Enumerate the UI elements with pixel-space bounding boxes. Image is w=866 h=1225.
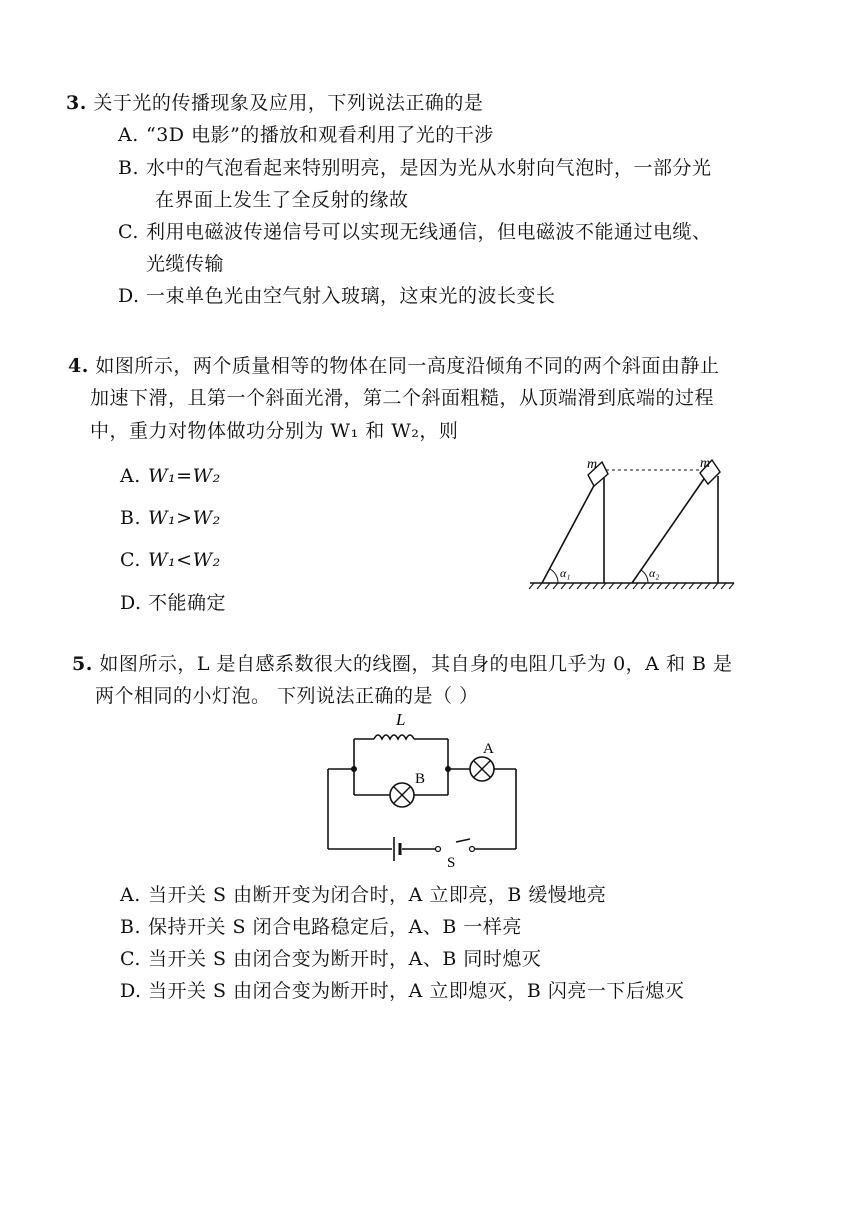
q3-option-c-text-1: 利用电磁波传递信号可以实现无线通信，但电磁波不能通过电缆、 — [146, 221, 712, 243]
q3-option-a-text: “3D 电影”的播放和观看利用了光的干涉 — [146, 124, 494, 146]
mass-1-label: m — [587, 457, 598, 472]
q4-option-a-letter: A. — [120, 465, 141, 487]
mass-2-label: m — [700, 456, 711, 471]
q5-circuit-figure — [318, 705, 528, 870]
switch-contact-left — [436, 847, 441, 852]
q4-option-d-letter: D. — [120, 592, 142, 614]
q5-option-c-text: 当开关 S 由闭合变为断开时，A、B 同时熄灭 — [148, 948, 542, 970]
q4-option-b-text: W₁>W₂ — [148, 507, 221, 529]
incline-2-slope — [632, 476, 706, 583]
q3-option-a-letter: A. — [118, 124, 139, 146]
q3-option-b-text-1: 水中的气泡看起来特别明亮，是因为光从水射向气泡时，一部分光 — [146, 157, 712, 179]
coil-inductor — [374, 735, 414, 739]
q5-number: 5. — [72, 653, 93, 675]
q5-option-b — [120, 914, 522, 940]
q5-stem-1: 如图所示，L 是自感系数很大的线圈，其自身的电阻几乎为 0，A 和 B 是 — [99, 653, 733, 675]
angle-2-label: α₂ — [649, 566, 660, 580]
q4-option-c-letter: C. — [120, 549, 141, 571]
lamp-b-label: B — [415, 771, 426, 787]
angle-1-arc — [550, 569, 558, 583]
q3-option-c — [118, 219, 712, 245]
q5-option-d — [120, 978, 684, 1004]
q3-option-b-letter: B. — [118, 157, 140, 179]
q4-stem-line-2: 加速下滑，且第一个斜面光滑，第二个斜面粗糙，从顶端滑到底端的过程 — [90, 387, 715, 409]
switch-contact-right — [470, 847, 475, 852]
q5-option-d-letter: D. — [120, 980, 142, 1002]
q5-option-b-text: 保持开关 S 闭合电路稳定后，A、B 一样亮 — [148, 916, 522, 938]
q3-option-d-letter: D. — [118, 285, 140, 307]
q3-option-b — [118, 155, 712, 181]
angle-1-label: α₁ — [560, 566, 571, 580]
lamp-a — [470, 757, 494, 781]
q4-incline-figure — [522, 450, 742, 595]
q5-option-a-text: 当开关 S 由断开变为闭合时，A 立即亮，B 缓慢地亮 — [148, 884, 607, 906]
lamp-a-label: A — [483, 741, 494, 757]
q4-option-d-text: 不能确定 — [148, 592, 227, 614]
q4-option-b — [120, 505, 221, 531]
q4-option-c-text: W₁<W₂ — [148, 549, 221, 571]
ground-hatching — [529, 583, 734, 589]
q5-option-d-text: 当开关 S 由闭合变为断开时，A 立即熄灭，B 闪亮一下后熄灭 — [148, 980, 685, 1002]
junction-left — [351, 766, 357, 772]
q5-option-c — [120, 946, 541, 972]
q4-number: 4. — [68, 355, 89, 377]
q4-stem-line-1 — [68, 353, 719, 379]
q5-option-c-letter: C. — [120, 948, 141, 970]
q4-option-a — [120, 463, 221, 489]
q5-option-a — [120, 882, 606, 908]
q3-option-c-line2: 光缆传输 — [146, 253, 225, 275]
q5-stem-line-2: 两个相同的小灯泡。 下列说法正确的是（ ） — [95, 685, 479, 707]
lamp-b — [390, 783, 414, 807]
angle-2-arc — [641, 570, 648, 583]
q3-option-c-letter: C. — [118, 221, 139, 243]
q3-option-d — [118, 283, 556, 309]
q3-option-d-text: 一束单色光由空气射入玻璃，这束光的波长变长 — [146, 285, 556, 307]
q3-stem-line — [66, 90, 483, 116]
switch-lever — [456, 839, 470, 842]
q4-option-a-text: W₁=W₂ — [148, 465, 221, 487]
q5-stem-line-1 — [72, 651, 732, 677]
coil-label: L — [396, 710, 406, 729]
q3-stem: 关于光的传播现象及应用，下列说法正确的是 — [93, 92, 484, 114]
q4-option-d — [120, 590, 226, 616]
q4-stem-1: 如图所示，两个质量相等的物体在同一高度沿倾角不同的两个斜面由静止 — [95, 355, 720, 377]
switch-label: S — [447, 855, 456, 870]
q4-option-b-letter: B. — [120, 507, 142, 529]
junction-right — [445, 766, 451, 772]
q4-option-c — [120, 547, 221, 573]
q5-option-a-letter: A. — [120, 884, 141, 906]
q3-number: 3. — [66, 92, 87, 114]
q3-option-b-line2: 在界面上发生了全反射的缘故 — [155, 189, 409, 211]
q5-option-b-letter: B. — [120, 916, 142, 938]
q3-option-a — [118, 122, 494, 148]
q4-stem-line-3: 中，重力对物体做功分别为 W₁ 和 W₂，则 — [90, 420, 459, 442]
